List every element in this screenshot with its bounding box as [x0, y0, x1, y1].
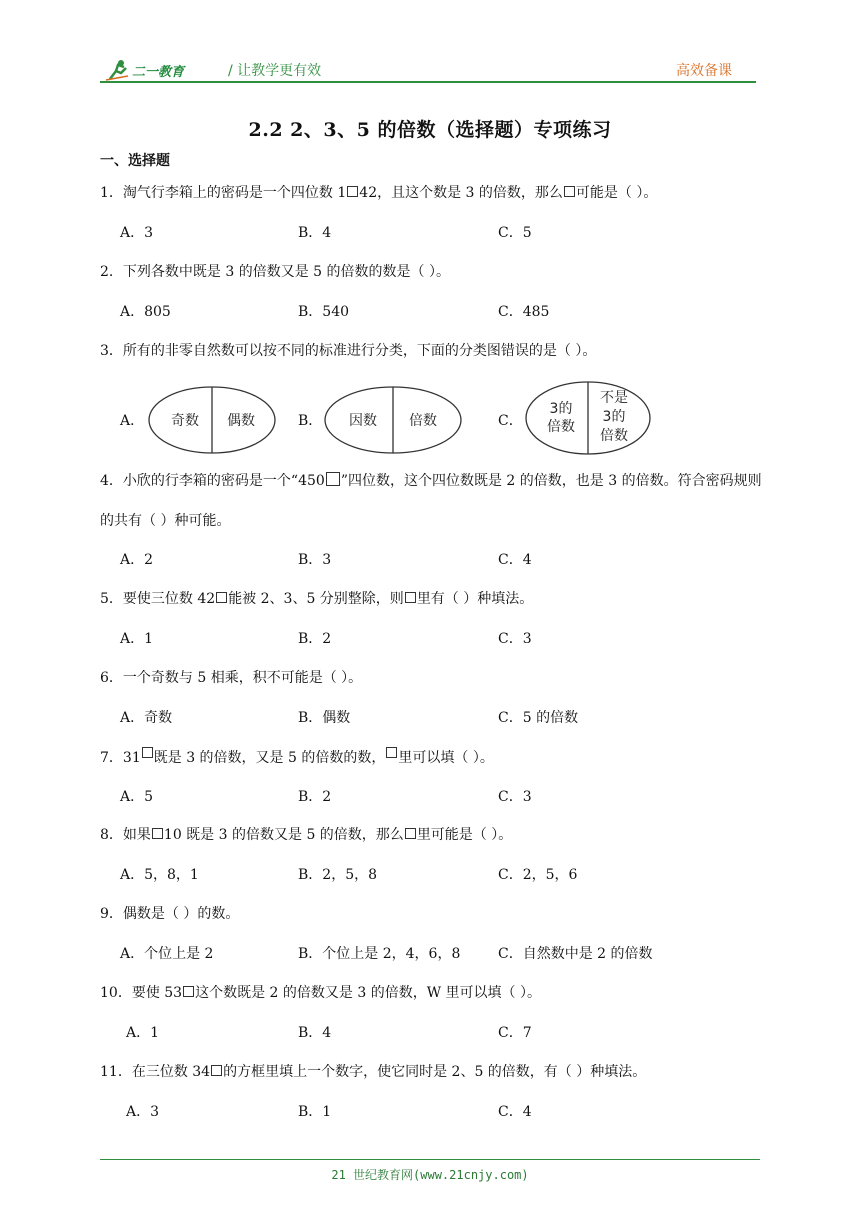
q3-a-left-label: 奇数	[171, 413, 199, 429]
blank-box-icon	[216, 592, 227, 603]
blank-box-icon	[152, 828, 163, 839]
runner-logo-icon	[104, 59, 130, 81]
blank-box-icon	[326, 472, 340, 486]
q3-c-left-line1: 3的	[549, 401, 573, 417]
q3-c-left-line2: 倍数	[547, 419, 575, 435]
q9-option-b: B．个位上是 2，4，6，8	[298, 946, 461, 962]
question-9: 9．偶数是（ ）的数。	[100, 906, 240, 922]
q11-option-b: B．1	[298, 1104, 332, 1120]
page-title: 2.2 2、3、5 的倍数（选择题）专项练习	[248, 119, 612, 141]
blank-box-icon	[386, 747, 397, 758]
q1-option-a: A．3	[120, 225, 154, 241]
question-4: 4．小欣的行李箱的密码是一个“450 ”四位数，这个四位数既是 2 的倍数，也是 3 的倍数。符合密码规则的共有（ ）种可能。	[100, 473, 762, 529]
question-6: 6．一个奇数与 5 相乘，积不可能是（ ）。	[100, 670, 363, 686]
header-brand: 高效备课	[676, 63, 732, 79]
q7-option-a: A．5	[120, 789, 154, 805]
logo	[104, 58, 184, 82]
q3-option-b: B．	[298, 413, 323, 429]
q9-option-a: A．个位上是 2	[120, 946, 214, 962]
q3-a-right-label: 偶数	[227, 413, 255, 429]
question-10: 10．要使 53 这个数既是 2 的倍数又是 3 的倍数，W 里可以填（ ）。	[100, 985, 541, 1001]
q3-option-c: C．	[498, 413, 523, 429]
footer-divider	[100, 1159, 760, 1160]
page-header	[100, 58, 756, 82]
q3-option-a: A．	[120, 413, 145, 429]
header-divider	[100, 81, 756, 83]
q10-option-a: A．1	[126, 1025, 160, 1041]
page-footer: 21 世纪教育网(www.21cnjy.com)	[331, 1168, 529, 1182]
q3-c-right-line1: 不是	[600, 390, 628, 406]
q3-diagram-c	[523, 380, 653, 456]
blank-box-icon	[564, 186, 575, 197]
q3-b-right-label: 倍数	[409, 413, 437, 429]
q5-option-c: C．3	[498, 631, 532, 647]
q1-option-b: B．4	[298, 225, 332, 241]
logo-text: 二一教育	[132, 64, 185, 80]
q6-option-a: A．奇数	[120, 710, 173, 726]
q5-option-a: A．1	[120, 631, 154, 647]
blank-box-icon	[142, 747, 153, 758]
q6-option-b: B．偶数	[298, 710, 351, 726]
q11-option-c: C．4	[498, 1104, 532, 1120]
blank-box-icon	[211, 1065, 222, 1076]
q2-option-b: B．540	[298, 304, 350, 320]
q5-option-b: B．2	[298, 631, 332, 647]
q8-option-b: B．2，5，8	[298, 867, 378, 883]
q4-option-b: B．3	[298, 552, 332, 568]
blank-box-icon	[183, 986, 194, 997]
q4-option-c: C．4	[498, 552, 532, 568]
question-11: 11．在三位数 34 的方框里填上一个数字，使它同时是 2、5 的倍数，有（ ）种填法。	[100, 1064, 647, 1080]
q1-option-c: C．5	[498, 225, 532, 241]
q7-option-b: B．2	[298, 789, 332, 805]
q6-option-c: C．5 的倍数	[498, 710, 579, 726]
q9-option-c: C．自然数中是 2 的倍数	[498, 946, 653, 962]
q3-b-left-label: 因数	[349, 413, 377, 429]
blank-box-icon	[405, 828, 416, 839]
q2-option-a: A．805	[120, 304, 171, 320]
q10-option-b: B．4	[298, 1025, 332, 1041]
question-2: 2．下列各数中既是 3 的倍数又是 5 的倍数的数是（ ）。	[100, 264, 450, 280]
question-1: 1．淘气行李箱上的密码是一个四位数 1 42，且这个数是 3 的倍数，那么 可能是（ ）。	[100, 185, 658, 201]
blank-box-icon	[405, 592, 416, 603]
q3-c-right-line2: 3的	[602, 409, 626, 425]
q7-option-c: C．3	[498, 789, 532, 805]
q2-option-c: C．485	[498, 304, 550, 320]
q3-diagram-a	[147, 385, 277, 455]
question-5: 5．要使三位数 42 能被 2、3、5 分别整除，则 里有（ ）种填法。	[100, 591, 534, 607]
q3-diagram-b	[323, 385, 463, 455]
header-slogan: / 让教学更有效	[228, 63, 322, 79]
q4-option-a: A．2	[120, 552, 154, 568]
question-8: 8．如果 10 既是 3 的倍数又是 5 的倍数，那么 里可能是（ ）。	[100, 827, 513, 843]
q10-option-c: C．7	[498, 1025, 532, 1041]
q11-option-a: A．3	[126, 1104, 160, 1120]
question-3: 3．所有的非零自然数可以按不同的标准进行分类，下面的分类图错误的是（ ）。	[100, 343, 597, 359]
question-7: 7．31 既是 3 的倍数，又是 5 的倍数的数， 里可以填（ ）。	[100, 747, 494, 768]
q8-option-a: A．5，8，1	[120, 867, 199, 883]
q3-c-right-line3: 倍数	[600, 428, 628, 444]
section-heading: 一、选择题	[100, 153, 170, 169]
q8-option-c: C．2，5，6	[498, 867, 578, 883]
blank-box-icon	[347, 186, 358, 197]
